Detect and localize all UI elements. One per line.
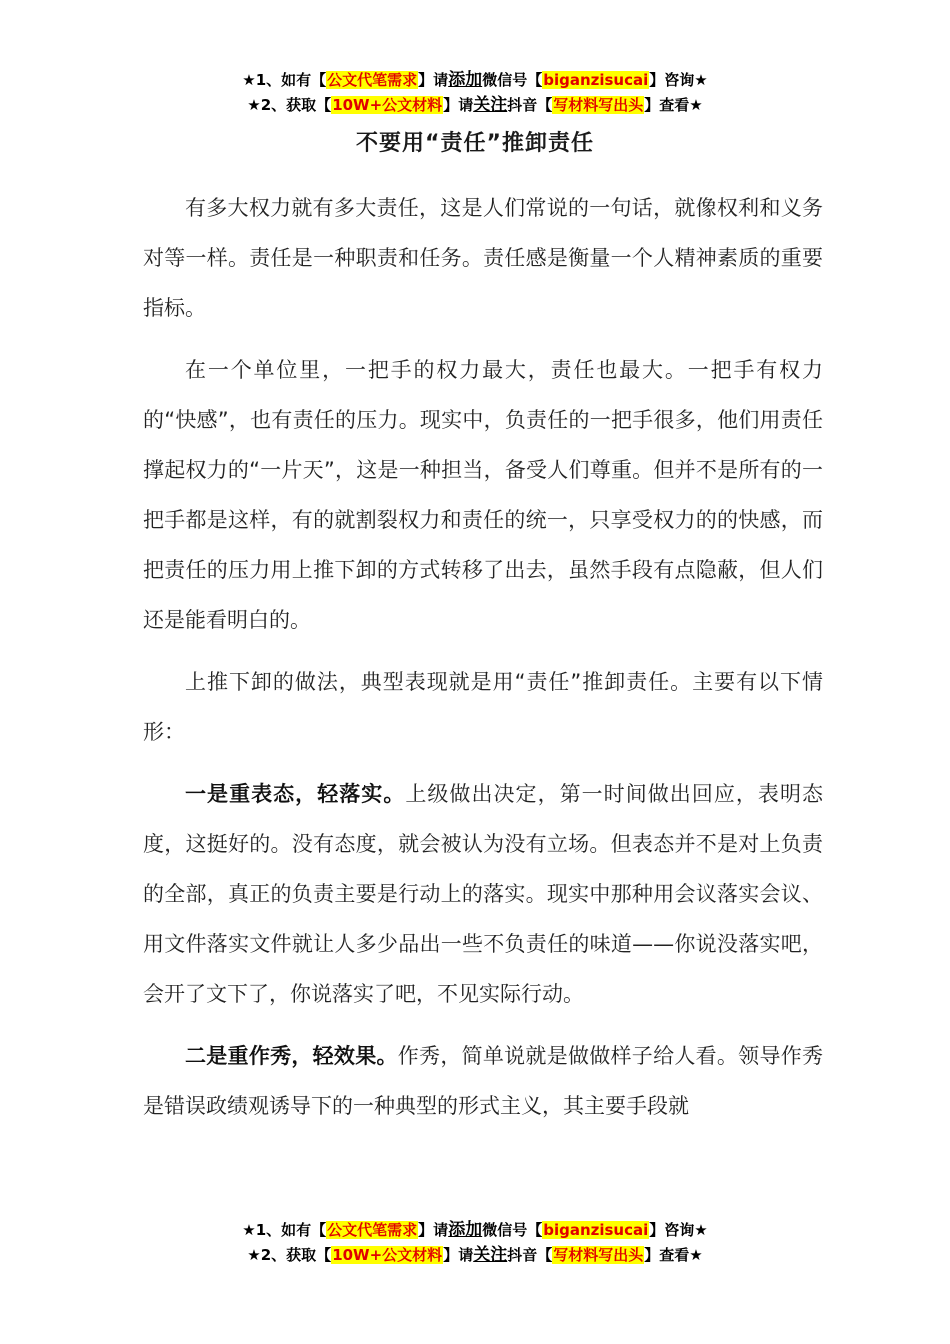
banner-text: 微信号【 (482, 71, 543, 89)
banner-underline: 关注 (473, 95, 508, 115)
banner-text: 抖音【 (507, 96, 553, 114)
point-lead: 二是重作秀，轻效果。 (185, 1044, 398, 1068)
banner-text: 】请 (443, 1246, 474, 1264)
point-text: 作秀，简单说就是做做样子给人看。领导作秀是错误政绩观诱导下的一种典型的形式主义，其主要手段就 (143, 1044, 824, 1118)
banner-text: ★2、获取【 (247, 96, 332, 114)
banner-line-2 (0, 1243, 950, 1268)
banner-highlight: 公文代笔需求 (327, 71, 418, 89)
banner-wechat-id: biganzisucai (543, 1221, 649, 1239)
banner-text: 】请 (418, 71, 449, 89)
document-title: 不要用“责任”推卸责任 (356, 131, 594, 156)
point-lead: 一是重表态，轻落实。 (185, 782, 406, 806)
banner-text: 微信号【 (482, 1221, 543, 1239)
header-banner (0, 68, 950, 118)
banner-text: ★1、如有【 (242, 71, 327, 89)
banner-underline: 添加 (448, 70, 483, 90)
banner-line-2 (0, 93, 950, 118)
banner-line-1 (0, 68, 950, 93)
banner-highlight: 10W+公文材料 (332, 1246, 443, 1264)
banner-text: ★2、获取【 (247, 1246, 332, 1264)
banner-text: 】请 (443, 96, 474, 114)
banner-text: ★1、如有【 (242, 1221, 327, 1239)
banner-text: 】请 (418, 1221, 449, 1239)
banner-text: 】查看★ (644, 96, 703, 114)
paragraph: 有多大权力就有多大责任，这是人们常说的一句话，就像权利和义务对等一样。责任是一种职责和任务。责任感是衡量一个人精神素质的重要指标。 (143, 196, 823, 320)
banner-douyin-id: 写材料写出头 (553, 1246, 644, 1264)
banner-highlight: 10W+公文材料 (332, 96, 443, 114)
banner-wechat-id: biganzisucai (543, 71, 649, 89)
banner-underline: 添加 (448, 1220, 483, 1240)
point-paragraph (143, 1031, 823, 1131)
point-paragraph (143, 769, 823, 1019)
banner-text: 抖音【 (507, 1246, 553, 1264)
paragraph: 上推下卸的做法，典型表现就是用“责任”推卸责任。主要有以下情形： (143, 670, 823, 744)
banner-line-1 (0, 1218, 950, 1243)
banner-text: 】查看★ (644, 1246, 703, 1264)
banner-douyin-id: 写材料写出头 (553, 96, 644, 114)
banner-text: 】咨询★ (649, 71, 708, 89)
banner-highlight: 公文代笔需求 (327, 1221, 418, 1239)
paragraph: 在一个单位里，一把手的权力最大，责任也最大。一把手有权力的“快感”，也有责任的压力。现实中，负责任的一把手很多，他们用责任撑起权力的“一片天”，这是一种担当，备受人们尊重。但并不是所有的一把手都是这样，有的就割裂权力和责任的统一，只享受权力的的快感，而把责任的压力用上推下卸的方式转移了出去，虽然手段有点隐蔽，但人们还是能看明白的。 (143, 358, 823, 632)
banner-text: 】咨询★ (649, 1221, 708, 1239)
banner-underline: 关注 (473, 1245, 508, 1265)
point-text: 上级做出决定，第一时间做出回应，表明态度，这挺好的。没有态度，就会被认为没有立场。但表态并不是对上负责的全部，真正的负责主要是行动上的落实。现实中那种用会议落实会议、用文件落实文件就让人多少品出一些不负责任的味道——你说没落实吧，会开了文下了，你说落实了吧，不见实际行动。 (143, 782, 824, 1006)
footer-banner (0, 1218, 950, 1268)
document-body (143, 183, 823, 1143)
